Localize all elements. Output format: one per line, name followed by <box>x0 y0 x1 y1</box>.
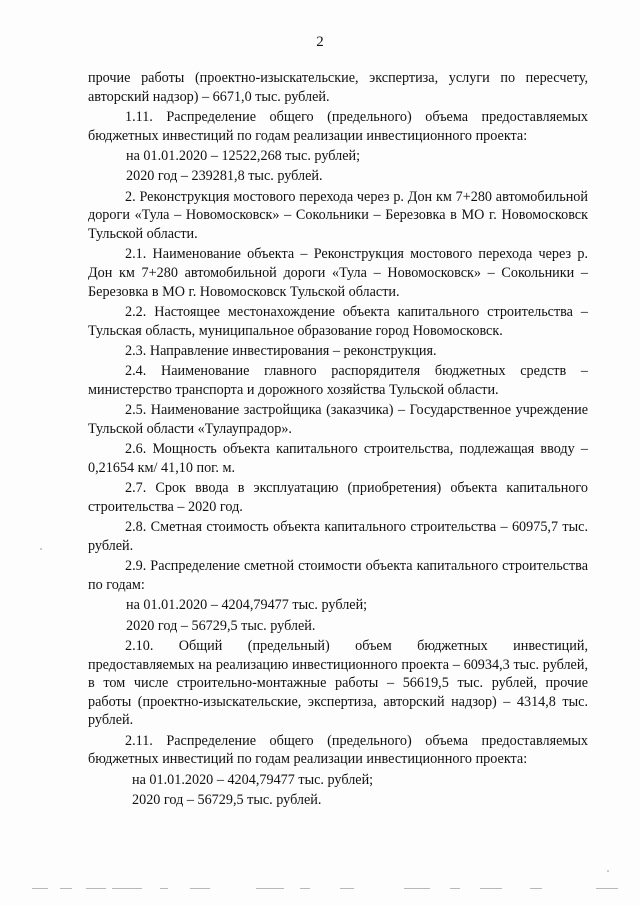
scan-mark <box>32 888 48 889</box>
scan-mark <box>300 888 310 889</box>
paragraph-2-3: 2.3. Направление инвестирования – реконструкция. <box>125 342 437 359</box>
scan-mark <box>160 888 168 889</box>
paragraph-2-11-as-of-2020: на 01.01.2020 – 4204,79477 тыс. рублей; <box>132 771 374 788</box>
paragraph-2-9-year-2020: 2020 год – 56729,5 тыс. рублей. <box>126 617 316 634</box>
paragraph-2-11-year-2020: 2020 год – 56729,5 тыс. рублей. <box>132 792 322 809</box>
paragraph-1-11-as-of-2020: на 01.01.2020 – 12522,268 тыс. рублей; <box>126 147 361 164</box>
paragraph-2-heading: 2. Реконструкция мостового перехода через р. Дон км 7+280 автомобильной дороги «Тула – Новомосковск» – Сокольники – Березовка в МО г. Новомосковск Тульской области. <box>88 188 588 242</box>
scan-mark <box>480 888 502 889</box>
document-body <box>88 69 588 812</box>
paragraph-other-works-cost: прочие работы (проектно-изыскательские, экспертиза, услуги по пересчету, авторский надзор) – 6671,0 тыс. рублей. <box>88 70 588 105</box>
paragraph-2-5: 2.5. Наименование застройщика (заказчика) – Государственное учреждение Тульской области «Тулаупрадор». <box>88 402 588 437</box>
paragraph-2-6: 2.6. Мощность объекта капитального строительства, подлежащая вводу – 0,21654 км/ 41,10 пог. м. <box>88 441 588 476</box>
scan-mark <box>112 888 142 889</box>
paragraph-1-11-year-2020: 2020 год – 239281,8 тыс. рублей. <box>126 168 323 185</box>
paragraph-2-9: 2.9. Распределение сметной стоимости объекта капитального строительства по годам: <box>88 558 588 593</box>
paragraph-2-10: 2.10. Общий (предельный) объем бюджетных инвестиций, предоставляемых на реализацию инвестиционного проекта – 60934,3 тыс. рублей, в том числе строительно-монтажные работы – 56619,5 тыс. рублей, прочие работы (проектно-изыскательские, экспертиза, авторский надзор) – 4314,8 тыс. рублей. <box>88 637 588 729</box>
paragraph-2-7: 2.7. Срок ввода в эксплуатацию (приобретения) объекта капитального строительства – 2020 год. <box>88 480 588 515</box>
scan-mark <box>596 888 618 889</box>
scan-mark <box>190 888 210 889</box>
paragraph-2-2: 2.2. Настоящее местонахождение объекта капитального строительства – Тульская область, муниципальное образование город Новомосковск. <box>88 303 588 339</box>
scan-mark <box>530 888 542 889</box>
paragraph-2-11: 2.11. Распределение общего (предельного) объема предоставляемых бюджетных инвестиций по годам реализации инвестиционного проекта: <box>88 732 588 768</box>
paragraph-2-8: 2.8. Сметная стоимость объекта капитального строительства – 60975,7 тыс. рублей. <box>88 519 588 554</box>
scan-mark <box>450 888 460 889</box>
scan-mark <box>404 888 430 889</box>
paragraph-2-1: 2.1. Наименование объекта – Реконструкция мостового перехода через р. Дон км 7+280 автомобильной дороги «Тула – Новомосковск» – Сокольники – Березовка в МО г. Новомосковск Тульской области. <box>88 246 588 300</box>
scan-speck <box>607 870 609 872</box>
scan-speck <box>40 548 42 550</box>
paragraph-2-4: 2.4. Наименование главного распорядителя бюджетных средств – министерство транспорта и дорожного хозяйства Тульской области. <box>88 363 588 398</box>
scan-mark <box>86 888 106 889</box>
scan-mark <box>60 888 72 889</box>
scan-mark <box>256 888 284 889</box>
page-number: 2 <box>316 34 324 50</box>
paragraph-1-11: 1.11. Распределение общего (предельного) объема предоставляемых бюджетных инвестиций по годам реализации инвестиционного проекта: <box>88 108 588 144</box>
paragraph-2-9-as-of-2020: на 01.01.2020 – 4204,79477 тыс. рублей; <box>126 597 368 614</box>
scan-artifacts <box>0 884 640 894</box>
scan-mark <box>340 888 354 889</box>
